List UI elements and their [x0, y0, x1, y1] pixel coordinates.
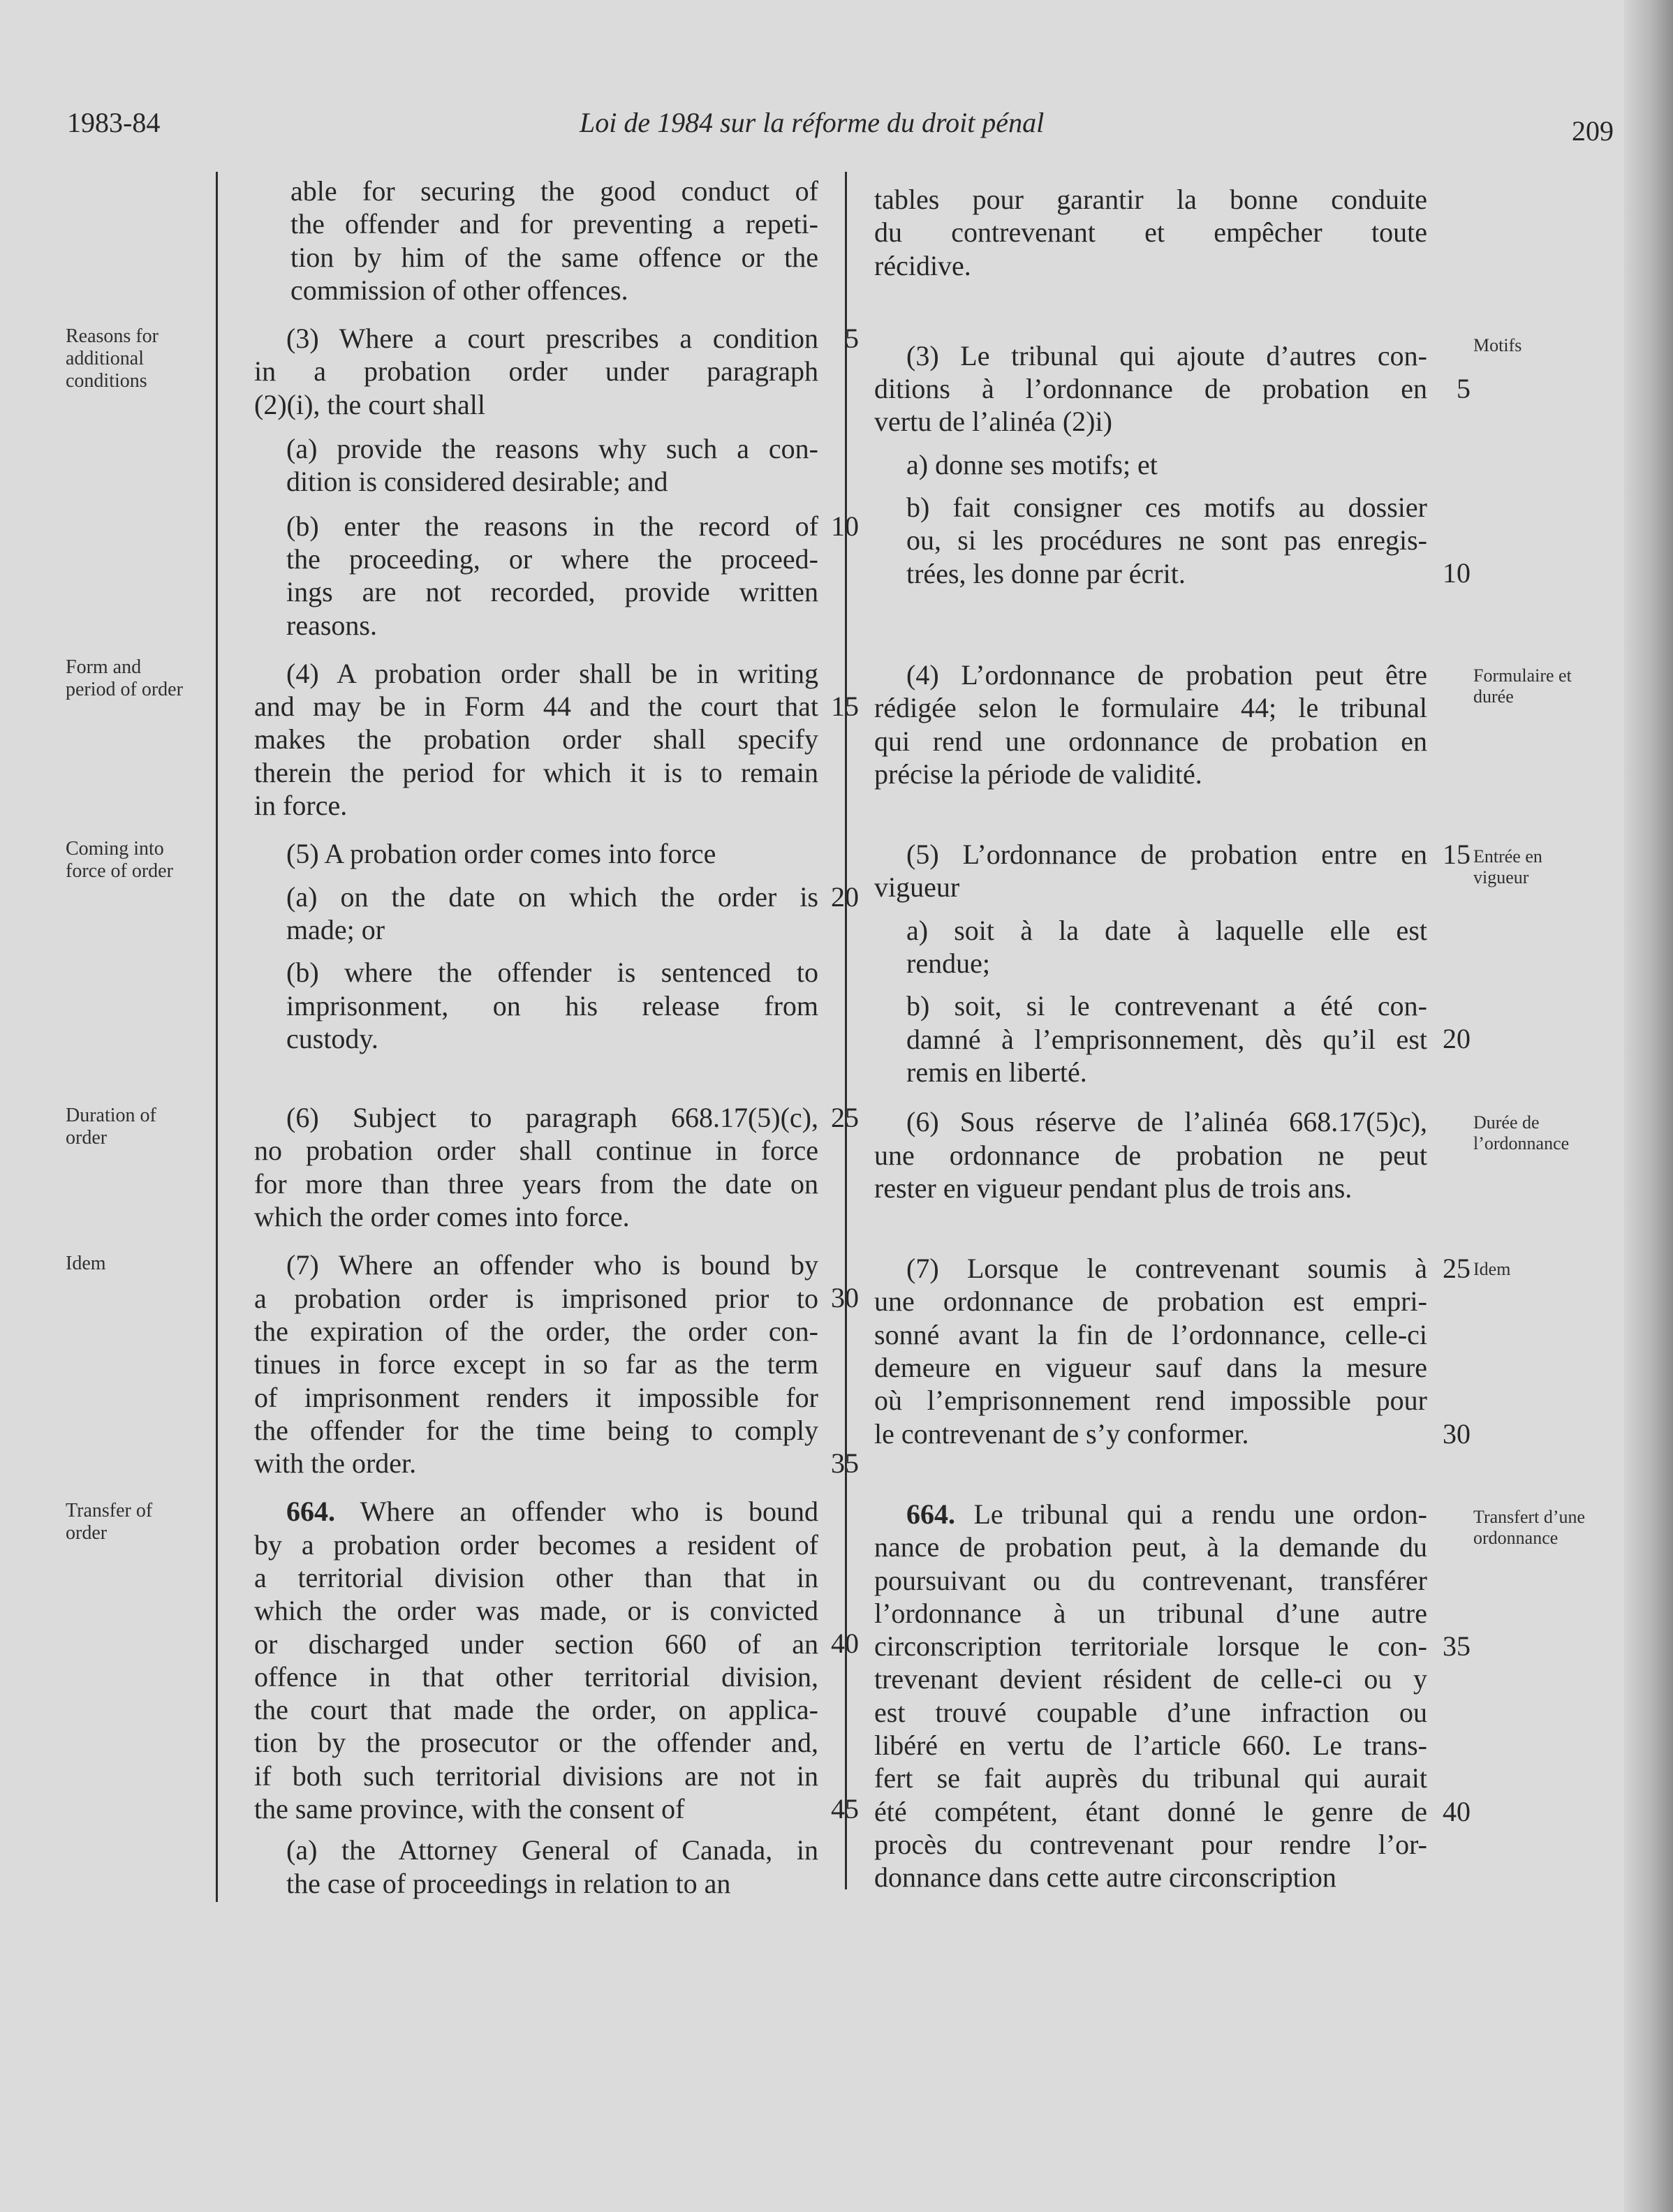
subsection-5-b: (b) where the offender is sentenced to imprisonment, on his release from custody. — [286, 957, 818, 1054]
subsection-3-a: (a) provide the reasons why such a con- dition is considered desirable; and — [286, 433, 818, 498]
margin-note-idem-fr: Idem — [1473, 1259, 1511, 1279]
line-number: 10 — [831, 510, 859, 542]
paragraphe-3-a: a) donne ses motifs; et — [906, 448, 1158, 480]
margin-note-motifs: Motifs — [1473, 335, 1522, 355]
header-title: Loi de 1984 sur la réforme du droit pénal — [580, 107, 1045, 138]
article-number: 664. — [906, 1498, 955, 1530]
margin-note-idem: Idem — [66, 1253, 106, 1274]
line-number: 5 — [845, 323, 859, 355]
paragraphe-3: 5 (3) Le tribunal qui ajoute d’autres con- ditions à l’ordonnance de probation en vertu de l’alinéa (2)i) — [874, 339, 1471, 438]
line-number: 35 — [1443, 1630, 1471, 1662]
paragraphe-5-a: a) soit à la date à laquelle elle est rendue; — [906, 914, 1427, 980]
line-number: 25 — [831, 1102, 859, 1134]
line-number: 20 — [1443, 1023, 1471, 1055]
section-664-a: (a) the Attorney General of Canada, in the case of proceedings in relation to an — [286, 1834, 818, 1899]
paragraphe-4: (4) L’ordonnance de probation peut être rédigée selon le formulaire 44; le tribunal qui rend une ordonnance de probation en précise la période de validité. — [874, 658, 1427, 790]
line-number: 30 — [831, 1282, 859, 1314]
column-rule-left — [216, 172, 218, 1902]
section-664: 40 45 664. Where an offender who is bound by a probation order becomes a resident of a territorial division other than that in which the order was made, or is convicted or discharged under section 660 of an offence in that other territorial division, the court that made the order, on applica- tion by the prosecutor or the offender and, if both such territorial divisions are not in the same province, with the consent of — [254, 1496, 859, 1825]
margin-note-form: Form and period of order — [66, 656, 183, 700]
paragraphe-7: 25 30 (7) Lorsque le contrevenant soumis à une ordonnance de probation est empri- sonné avant la fin de l’ordonnance, celle-ci demeure en vigueur sauf dans la mesure où l’emprisonnement rend impossible pour le contrevenant de s’y conformer. — [874, 1253, 1471, 1450]
line-number: 40 — [1443, 1795, 1471, 1827]
french-column — [874, 183, 1471, 1894]
paragraphe-3-b: 10 b) fait consigner ces motifs au dossier ou, si les procédures ne sont pas enregis- trées, les donne par écrit. — [906, 492, 1471, 589]
line-number: 35 — [831, 1447, 859, 1480]
margin-note-transfer: Transfer of order — [66, 1500, 153, 1544]
subsection-3-b: 10 (b) enter the reasons in the record of the proceeding, or where the proceed- ings are not recorded, provide written reasons. — [286, 510, 859, 641]
line-number: 25 — [1443, 1253, 1471, 1285]
line-number: 45 — [831, 1793, 859, 1825]
margin-note-reasons: Reasons for additional conditions — [66, 325, 159, 392]
margin-note-coming-into-force: Coming into force of order — [66, 838, 173, 882]
margin-note-duration: Duration of order — [66, 1105, 156, 1149]
line-number: 5 — [1457, 372, 1471, 404]
subsection-7: 30 35 (7) Where an offender who is bound by a probation order is imprisoned prior to the expiration of the order, the order con- tinues in force except in so far as the term of imprisonment renders it impossible for the offender for the time being to comply with the order. — [254, 1249, 859, 1480]
line-number: 20 — [831, 880, 859, 913]
paragraphe-6: (6) Sous réserve de l’alinéa 668.17(5)c), une ordonnance de probation ne peut rester en vigueur pendant plus de trois ans. — [874, 1106, 1427, 1204]
margin-note-duree: Durée de l’ordonnance — [1473, 1112, 1570, 1153]
subsection-5-a: 20 (a) on the date on which the order is made; or — [286, 880, 859, 945]
line-number: 15 — [1443, 839, 1471, 871]
section-number: 664. — [286, 1496, 335, 1528]
margin-note-transfert: Transfert d’une ordonnance — [1473, 1507, 1586, 1548]
subsection-3: 5 (3) Where a court prescribes a condition in a probation order under paragraph (2)(i), the court shall — [254, 323, 859, 420]
subsection-6: 25 (6) Subject to paragraph 668.17(5)(c), no probation order shall continue in force for more than three years from the date on which the order comes into force. — [254, 1102, 859, 1233]
subsection-5: (5) A probation order comes into force — [286, 838, 716, 870]
page-edge-shadow — [1624, 0, 1673, 2212]
paragraph-intro: able for securing the good conduct of the offender and for preventing a repeti- tion by him of the same offence or the commission of other offences. — [290, 175, 818, 306]
line-number: 15 — [831, 690, 859, 722]
margin-note-entree: Entrée en vigueur — [1473, 846, 1542, 887]
header-years: 1983-84 — [67, 107, 161, 138]
subsection-4: 15 (4) A probation order shall be in writing and may be in Form 44 and the court that makes the probation order shall specify therein the period for which it is to remain in force. — [254, 657, 859, 822]
english-column — [254, 175, 859, 1900]
paragraphe-intro: tables pour garantir la bonne conduite du contrevenant et empêcher toute récidive. — [874, 184, 1427, 281]
paragraphe-5-b: 20 b) soit, si le contrevenant a été con- damné à l’emprisonnement, dès qu’il est remis en liberté. — [906, 990, 1471, 1088]
article-664: 35 40 664. Le tribunal qui a rendu une ordon- nance de probation peut, à la demande du poursuivant ou du contrevenant, transférer l’ordonnance à un tribunal d’une autre circonscription territoriale lorsque le con- trevenant devient résident de celle-ci ou y est trouvé coupable d’une infraction ou libéré en vertu de l’article 660. Le trans- fert se fait auprès du tribunal qui aurait été compétent, étant donné le genre de procès du contrevenant pour rendre l’or- donnance dans cette autre circonscription — [874, 1498, 1471, 1894]
line-number: 40 — [831, 1628, 859, 1660]
margin-note-formulaire: Formulaire et durée — [1473, 665, 1572, 707]
line-number: 30 — [1443, 1418, 1471, 1450]
page-number: 209 — [1572, 115, 1614, 147]
line-number: 10 — [1443, 557, 1471, 589]
paragraphe-5: 15 (5) L’ordonnance de probation entre en vigueur — [874, 839, 1471, 904]
